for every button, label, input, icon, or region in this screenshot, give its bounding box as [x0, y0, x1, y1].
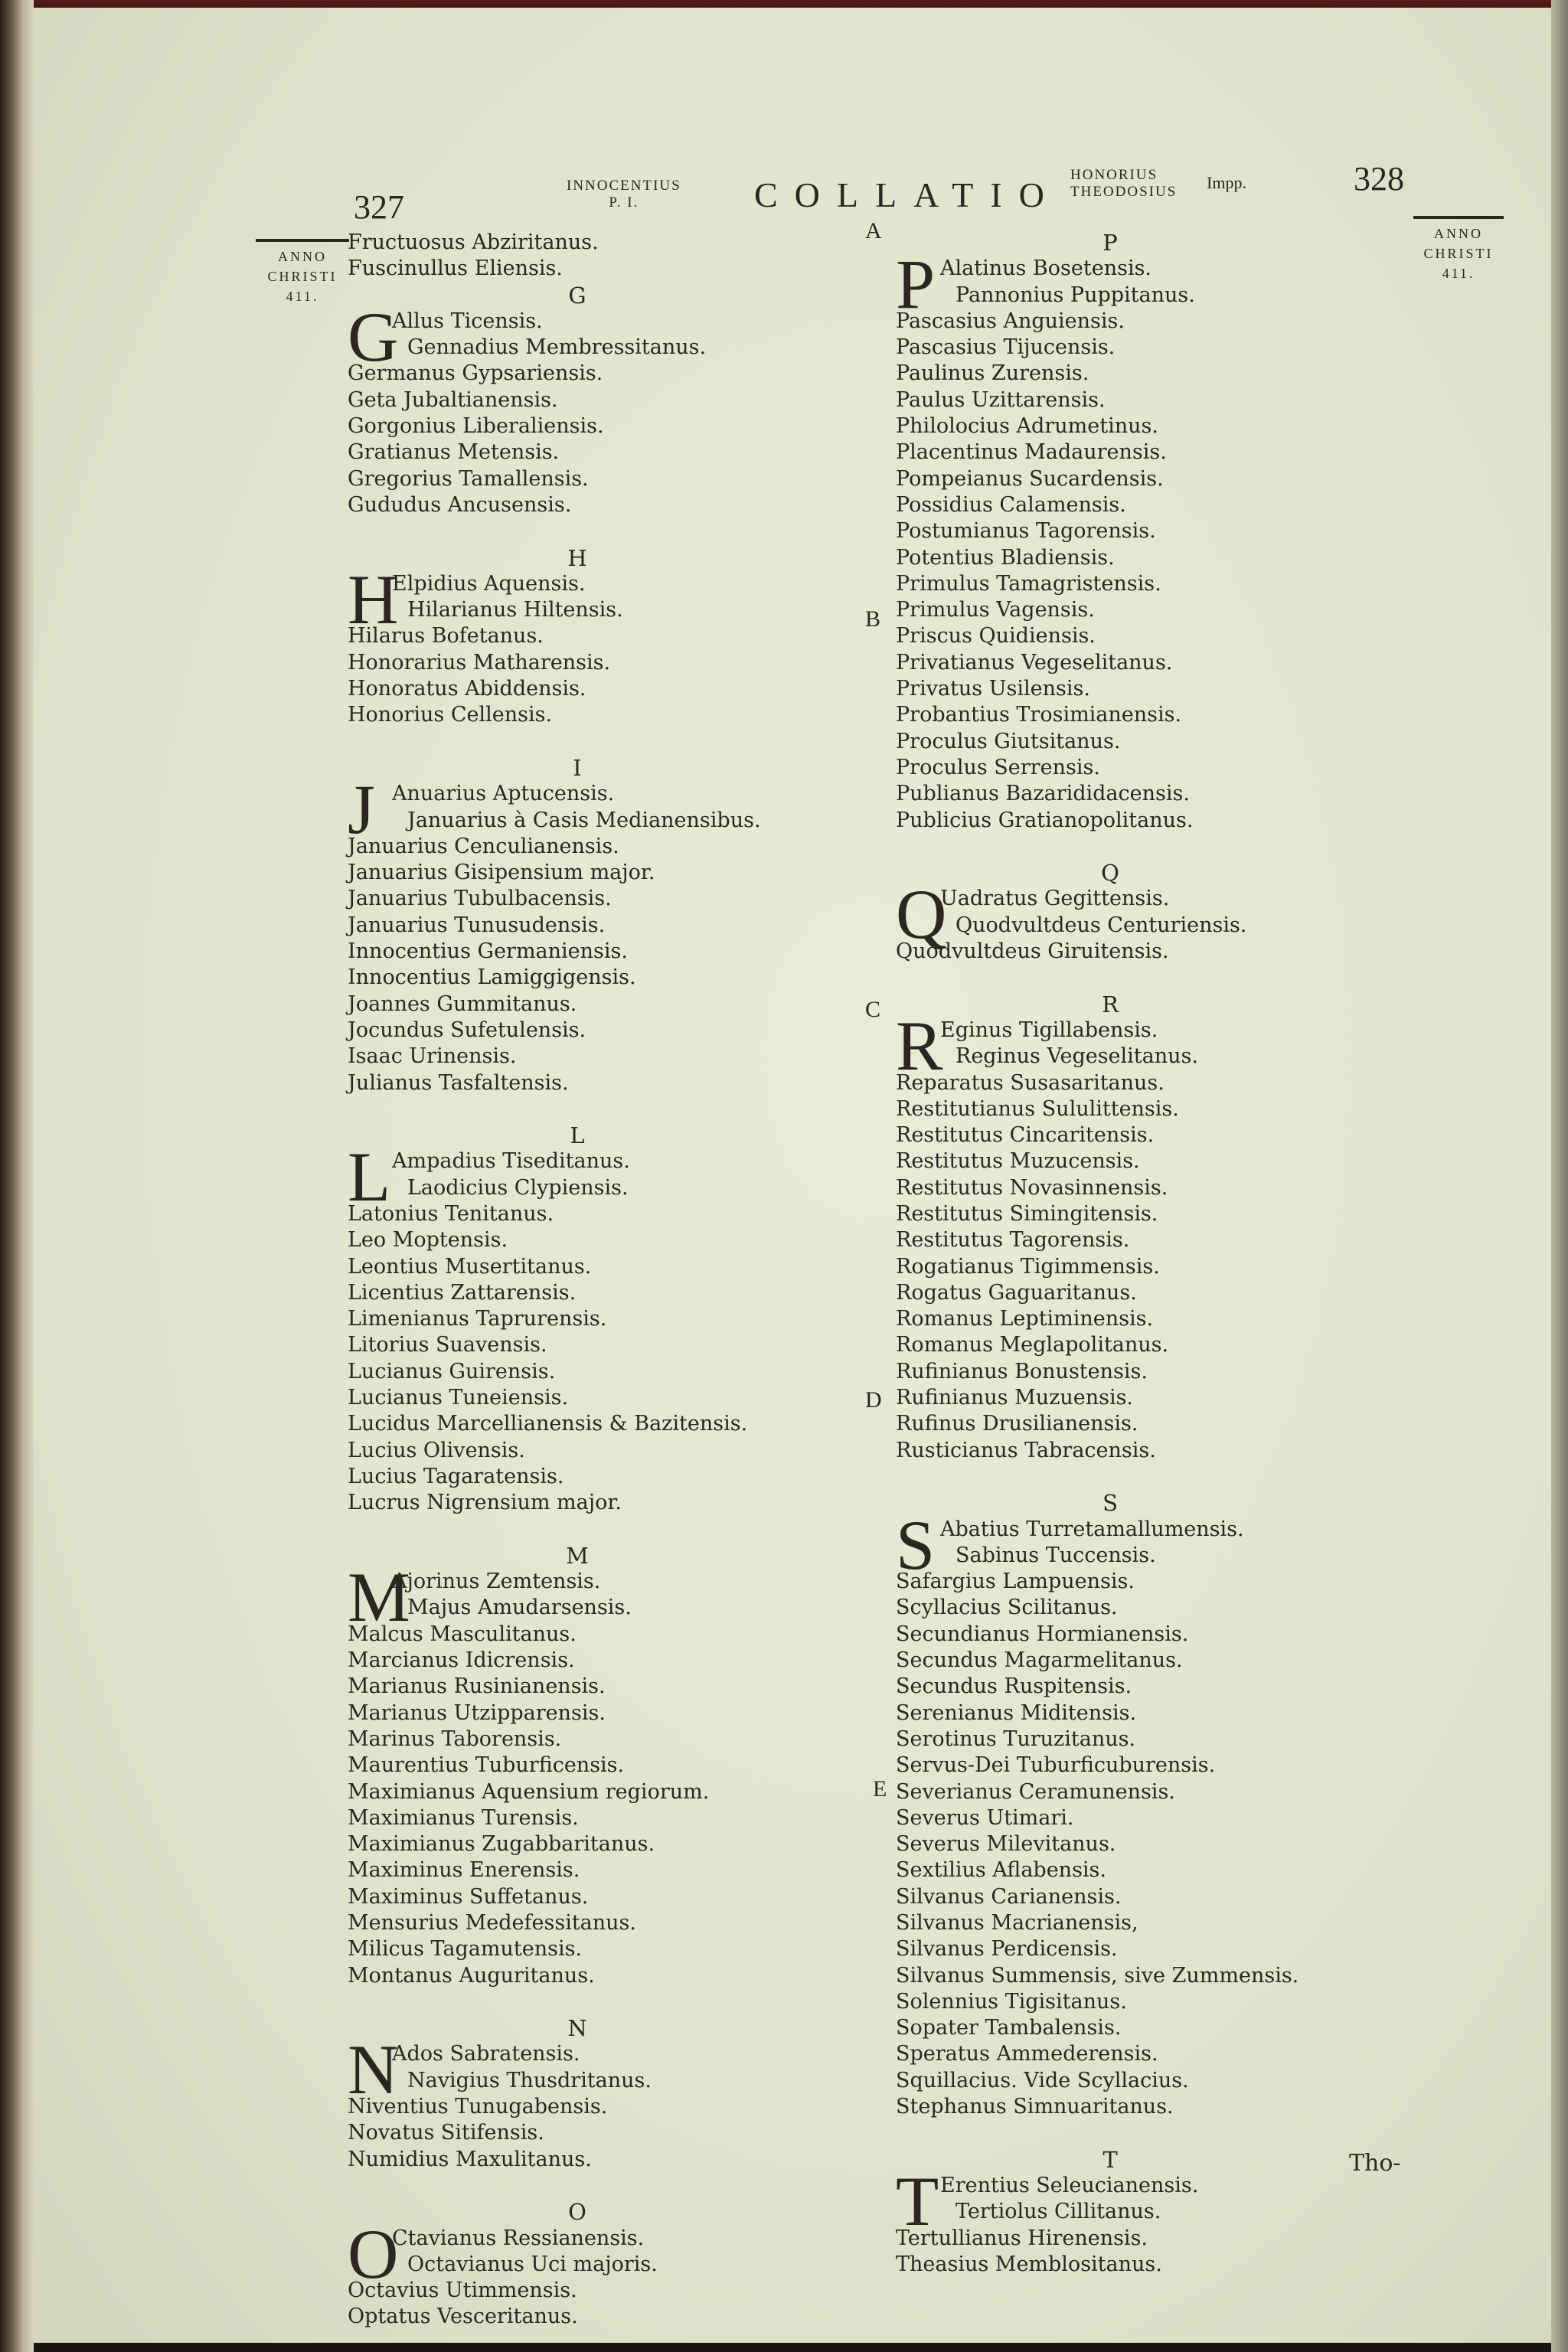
drop-cap: S	[896, 1505, 936, 1584]
margin-note-line: 411.	[286, 289, 319, 304]
list-item: Isaac Urinensis.	[348, 1044, 517, 1069]
list-item: Abatius Turretamallumensis.	[940, 1517, 1244, 1541]
list-item: Geta Jubaltianensis.	[348, 387, 558, 412]
margin-note-line: CHRISTI	[267, 269, 338, 284]
list-item: Rufinianus Muzuensis.	[896, 1386, 1134, 1410]
list-item: Rufinianus Bonustensis.	[896, 1359, 1148, 1383]
list-item: Silvanus Perdicensis.	[896, 1937, 1118, 1962]
running-head-right-line-2: THEODOSIUS	[1070, 184, 1178, 200]
list-item: Privatus Usilensis.	[896, 677, 1090, 701]
margin-rule	[1413, 216, 1504, 219]
list-item: Secundus Magarmelitanus.	[896, 1648, 1183, 1673]
running-head-right-suffix: Impp.	[1207, 173, 1246, 192]
list-item: Julianus Tasfaltensis.	[348, 1070, 569, 1095]
margin-note-line: ANNO	[1434, 226, 1483, 241]
list-item: Erentius Seleucianensis.	[940, 2173, 1199, 2197]
list-item: Montanus Auguritanus.	[348, 1963, 595, 1988]
list-item: Eginus Tigillabensis.	[940, 1018, 1158, 1042]
list-item: Limenianus Taprurensis.	[348, 1307, 607, 1331]
list-item: Restitutianus Sululittensis.	[896, 1096, 1179, 1121]
list-item: Gennadius Membressitanus.	[407, 335, 707, 360]
margin-note-line: ANNO	[278, 249, 327, 264]
drop-cap: G	[348, 297, 399, 376]
list-item: Probantius Trosimianensis.	[896, 703, 1182, 727]
list-item: Maximinus Enerensis.	[348, 1858, 580, 1883]
list-item: Elpidius Aquensis.	[392, 571, 586, 596]
list-item: Maximianus Zugabbaritanus.	[348, 1832, 655, 1857]
list-item: Lucianus Tuneiensis.	[348, 1386, 569, 1410]
list-item: Secundianus Hormianensis.	[896, 1622, 1189, 1646]
list-item: Laodicius Clypiensis.	[407, 1175, 629, 1200]
running-head-left	[567, 178, 681, 211]
list-item: Tertullianus Hirenensis.	[896, 2226, 1148, 2250]
list-item: Januarius Cenculianensis.	[348, 834, 619, 858]
list-item: Safargius Lampuensis.	[896, 1570, 1135, 1594]
list-item: Ctavianus Ressianensis.	[392, 2226, 645, 2250]
list-item: Pascasius Tijucensis.	[896, 335, 1116, 360]
list-item: Joannes Gummitanus.	[348, 991, 577, 1016]
section-letter: Q	[1101, 860, 1119, 887]
list-item: Servus-Dei Tuburficuburensis.	[896, 1753, 1216, 1778]
section-letter: H	[567, 544, 587, 571]
section-gap	[348, 2173, 807, 2199]
list-item: Octavius Utimmensis.	[348, 2278, 577, 2303]
list-item: Silvanus Macrianensis,	[896, 1911, 1138, 1935]
list-item: Squillacius. Vide Scyllacius.	[896, 2068, 1189, 2092]
list-item: Gratianus Metensis.	[348, 440, 560, 465]
list-item: Sabinus Tuccensis.	[956, 1543, 1156, 1567]
drop-cap: J	[348, 770, 375, 849]
list-item: Restitutus Novasinnensis.	[896, 1175, 1168, 1200]
list-item: Severus Milevitanus.	[896, 1832, 1116, 1857]
section-gap	[896, 1464, 1325, 1490]
list-item: Postumianus Tagorensis.	[896, 519, 1156, 544]
list-item: Secundus Ruspitensis.	[896, 1674, 1132, 1699]
list-item: Leontius Musertitanus.	[348, 1254, 592, 1279]
margin-note-line: CHRISTI	[1423, 246, 1494, 261]
margin-rule	[256, 239, 349, 242]
list-item: Restitutus Tagorensis.	[896, 1228, 1130, 1253]
right-column	[896, 230, 1325, 2278]
list-item: Priscus Quidiensis.	[896, 624, 1096, 648]
section-gap	[348, 1096, 807, 1122]
letter-section	[348, 1543, 807, 1989]
list-item: Serenianus Miditensis.	[896, 1700, 1137, 1725]
section-gap	[348, 1517, 807, 1543]
section-letter: I	[573, 754, 582, 781]
list-item: Majus Amudarsensis.	[407, 1596, 632, 1620]
section-gap	[896, 2120, 1325, 2146]
list-item: Restitutus Cincaritensis.	[896, 1123, 1155, 1148]
list-item: Januarius Gisipensium major.	[348, 861, 655, 885]
list-item: Allus Ticensis.	[392, 309, 543, 333]
letter-section	[348, 283, 807, 519]
section-letter: R	[1102, 991, 1119, 1018]
page-title: COLLATIO	[754, 175, 1061, 214]
list-item: Lucrus Nigrensium major.	[348, 1491, 622, 1515]
list-item: Scyllacius Scilitanus.	[896, 1596, 1118, 1620]
left-column	[348, 230, 807, 2331]
margin-note-line: 411.	[1442, 266, 1475, 281]
list-item: Niventius Tunugabensis.	[348, 2095, 608, 2119]
margin-note-right	[1413, 216, 1504, 283]
list-item: Hilarus Bofetanus.	[348, 624, 544, 648]
list-item: Januarius Tubulbacensis.	[348, 887, 612, 911]
list-item: Primulus Tamagristensis.	[896, 571, 1161, 596]
section-letter: N	[567, 2015, 587, 2042]
letter-section	[348, 545, 807, 729]
list-item: Fuscinullus Eliensis.	[348, 256, 563, 281]
letter-section	[896, 991, 1325, 1464]
list-item: Pannonius Puppitanus.	[956, 283, 1195, 307]
list-item: Reparatus Susasaritanus.	[896, 1070, 1165, 1095]
catchword: Tho-	[1349, 2150, 1401, 2177]
list-item: Marianus Utzipparensis.	[348, 1700, 606, 1725]
list-item: Placentinus Madaurensis.	[896, 440, 1167, 465]
drop-cap: N	[348, 2030, 399, 2109]
list-item: Germanus Gypsariensis.	[348, 361, 603, 386]
list-item: Maximianus Turensis.	[348, 1805, 579, 1830]
section-letter: G	[568, 282, 586, 309]
list-item: Marianus Rusinianensis.	[348, 1674, 606, 1699]
list-item: Ados Sabratensis.	[392, 2042, 580, 2066]
list-item: Marinus Taborensis.	[348, 1726, 562, 1751]
running-head-left-line-2: P. I.	[609, 194, 639, 211]
list-item: Lucius Tagaratensis.	[348, 1464, 564, 1488]
list-item: Novatus Sitifensis.	[348, 2121, 544, 2145]
list-item: Lucianus Guirensis.	[348, 1359, 556, 1383]
list-item: Possidius Calamensis.	[896, 492, 1126, 517]
list-item: Malcus Masculitanus.	[348, 1622, 577, 1646]
list-item: Januarius Tunusudensis.	[348, 913, 606, 937]
list-item: Innocentius Germaniensis.	[348, 939, 628, 964]
list-item: Maximianus Aquensium regiorum.	[348, 1779, 710, 1804]
list-item: Lucidus Marcellianensis & Bazitensis.	[348, 1412, 748, 1436]
list-item: Stephanus Simnuaritanus.	[896, 2095, 1174, 2119]
drop-cap: Q	[896, 875, 947, 954]
list-item: Gorgonius Liberaliensis.	[348, 414, 604, 439]
section-letter: T	[1102, 2146, 1118, 2173]
drop-cap: M	[348, 1558, 410, 1637]
list-item: Silvanus Summensis, sive Zummensis.	[896, 1963, 1299, 1988]
list-item: Romanus Meglapolitanus.	[896, 1333, 1169, 1357]
list-item: Licentius Zattarensis.	[348, 1280, 577, 1305]
list-item: Sopater Tambalensis.	[896, 2016, 1122, 2040]
list-item: Honoratus Abiddensis.	[348, 677, 586, 701]
letter-section	[348, 755, 807, 1096]
list-item: Rogatus Gaguaritanus.	[896, 1280, 1137, 1305]
section-marker-c: C	[865, 997, 881, 1022]
list-item: Maximinus Suffetanus.	[348, 1884, 589, 1909]
letter-section	[896, 860, 1325, 965]
list-item: Gregorius Tamallensis.	[348, 466, 589, 491]
list-item: Jocundus Sufetulensis.	[348, 1018, 586, 1042]
letter-section	[896, 1490, 1325, 2120]
list-item: Milicus Tagamutensis.	[348, 1937, 583, 1962]
letter-section	[348, 2199, 807, 2330]
list-item: Restitutus Simingitensis.	[896, 1201, 1158, 1226]
list-item: Quodvultdeus Centuriensis.	[956, 913, 1247, 937]
list-item: Pascasius Anguiensis.	[896, 309, 1125, 333]
list-item: Hilarianus Hiltensis.	[407, 598, 623, 622]
list-item: Serotinus Turuzitanus.	[896, 1726, 1136, 1751]
list-item: Leo Moptensis.	[348, 1228, 508, 1253]
section-marker-e: E	[873, 1776, 887, 1802]
section-letter: P	[1102, 230, 1118, 256]
list-item: Marcianus Idicrensis.	[348, 1648, 575, 1673]
list-item: Januarius à Casis Medianensibus.	[407, 808, 761, 832]
list-item: Sextilius Aflabensis.	[896, 1858, 1106, 1883]
list-item: Quodvultdeus Giruitensis.	[896, 939, 1169, 964]
list-item: Tertiolus Cillitanus.	[956, 2200, 1161, 2224]
list-item: Alatinus Bosetensis.	[940, 256, 1152, 281]
list-item: Innocentius Lamiggigensis.	[348, 965, 636, 990]
list-item: Publicius Gratianopolitanus.	[896, 808, 1194, 832]
section-letter: L	[570, 1122, 585, 1149]
page-number-right: 328	[1354, 160, 1404, 198]
running-head-left-line-1: INNOCENTIUS	[567, 178, 681, 194]
list-item: Ajorinus Zemtensis.	[392, 1570, 601, 1594]
page-number-left: 327	[354, 188, 404, 226]
running-head-right-line-1: HONORIUS	[1070, 167, 1158, 183]
section-gap	[348, 518, 807, 544]
section-marker-a: A	[865, 218, 882, 243]
list-item: Silvanus Carianensis.	[896, 1884, 1122, 1909]
list-item: Honorarius Matharensis.	[348, 650, 611, 675]
list-item: Philolocius Adrumetinus.	[896, 414, 1158, 439]
letter-section	[348, 2015, 807, 2173]
list-item: Theasius Memblositanus.	[896, 2252, 1162, 2276]
section-gap	[896, 834, 1325, 860]
list-item: Octavianus Uci majoris.	[407, 2252, 658, 2276]
letter-section	[348, 1122, 807, 1516]
section-gap	[896, 965, 1325, 991]
list-item: Rusticianus Tabracensis.	[896, 1438, 1156, 1462]
section-gap	[348, 729, 807, 755]
drop-cap: R	[896, 1006, 943, 1085]
drop-cap: L	[348, 1138, 391, 1217]
book-spine	[0, 0, 34, 2352]
list-item: Paulinus Zurensis.	[896, 361, 1089, 386]
list-item: Severus Utimari.	[896, 1805, 1074, 1830]
list-item: Honorius Cellensis.	[348, 703, 553, 727]
drop-cap: P	[896, 245, 936, 324]
section-letter: S	[1102, 1490, 1118, 1517]
list-item: Publianus Bazarididacensis.	[896, 782, 1190, 806]
list-item: Anuarius Aptucensis.	[392, 782, 615, 806]
letter-section	[896, 230, 1325, 834]
list-item: Restitutus Muzucensis.	[896, 1149, 1140, 1174]
list-item: Severianus Ceramunensis.	[896, 1779, 1175, 1804]
section-letter: M	[566, 1542, 589, 1569]
running-head-right	[1070, 167, 1177, 201]
section-marker-d: D	[865, 1387, 882, 1413]
list-item: Uadratus Gegittensis.	[940, 887, 1170, 911]
list-item: Fructuosus Abziritanus.	[348, 230, 599, 254]
margin-note-left	[256, 239, 349, 306]
list-item: Ampadius Tiseditanus.	[392, 1149, 630, 1174]
list-item: Pompeianus Sucardensis.	[896, 466, 1164, 491]
list-item: Mensurius Medefessitanus.	[348, 1911, 636, 1935]
list-item: Optatus Vesceritanus.	[348, 2305, 578, 2329]
list-item: Latonius Tenitanus.	[348, 1201, 554, 1226]
letter-section	[896, 2147, 1325, 2278]
section-marker-b: B	[865, 606, 881, 632]
section-letter: O	[568, 2199, 586, 2226]
list-item: Litorius Suavensis.	[348, 1333, 547, 1357]
drop-cap: T	[896, 2161, 939, 2240]
list-item: Proculus Giutsitanus.	[896, 729, 1121, 753]
list-item: Maurentius Tuburficensis.	[348, 1753, 625, 1778]
list-item: Reginus Vegeselitanus.	[956, 1044, 1198, 1069]
list-item: Speratus Ammederensis.	[896, 2042, 1158, 2066]
drop-cap: H	[348, 560, 399, 639]
list-item: Rufinus Drusilianensis.	[896, 1412, 1138, 1436]
list-item: Solennius Tigisitanus.	[896, 1989, 1127, 2014]
list-item: Paulus Uzittarensis.	[896, 387, 1106, 412]
list-item: Rogatianus Tigimmensis.	[896, 1254, 1160, 1279]
list-item: Proculus Serrensis.	[896, 755, 1100, 779]
list-item: Primulus Vagensis.	[896, 598, 1095, 622]
list-item: Potentius Bladiensis.	[896, 545, 1115, 570]
list-item: Navigius Thusdritanus.	[407, 2068, 652, 2092]
list-item: Privatianus Vegeselitanus.	[896, 650, 1173, 675]
section-gap	[348, 1989, 807, 2015]
list-item: Romanus Leptiminensis.	[896, 1307, 1154, 1331]
list-item: Numidius Maxulitanus.	[348, 2147, 592, 2171]
list-item: Gududus Ancusensis.	[348, 492, 572, 517]
list-item: Lucius Olivensis.	[348, 1438, 525, 1462]
page-edge	[1551, 0, 1568, 2352]
drop-cap: O	[348, 2214, 399, 2293]
